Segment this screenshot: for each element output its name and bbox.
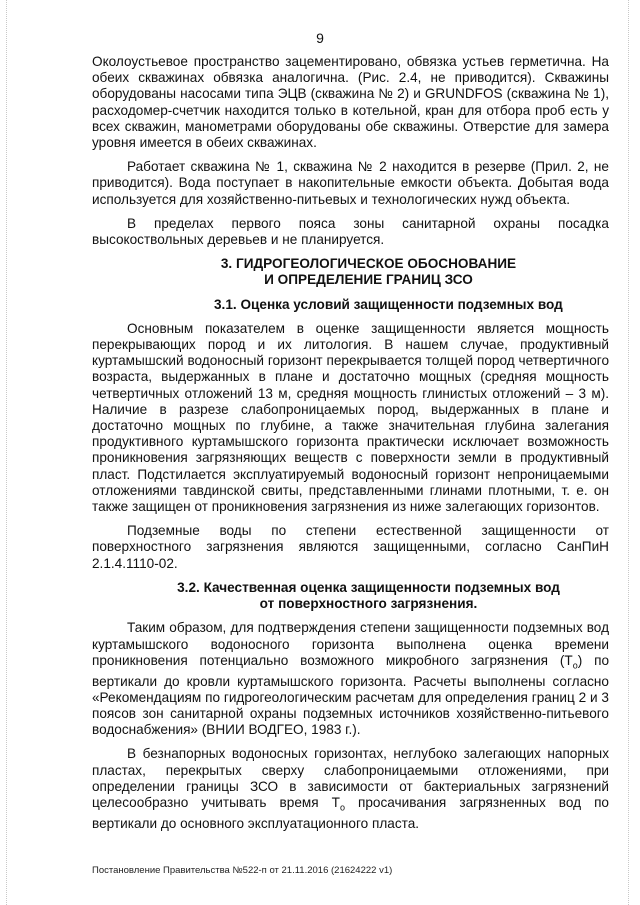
subscript-o: о [339, 802, 345, 813]
page-number: 9 [316, 30, 324, 46]
paragraph-penetration-time [92, 620, 609, 738]
footer-note: Постановление Правительства №522-п от 21.11.2016 (21624222 v1) [92, 865, 393, 876]
section-3-1-heading: 3.1. Оценка условий защищенности подземных вод [214, 296, 563, 312]
section-3-heading-line2: И ОПРЕДЕЛЕНИЕ ГРАНИЦ ЗСО [264, 272, 473, 288]
section-3-heading-line1: 3. ГИДРОГЕОЛОГИЧЕСКОЕ ОБОСНОВАНИЕ [220, 256, 517, 272]
paragraph-groundwater-protected: Подземные воды по степени естественной защищенности от поверхностного загрязнения являются защищенными, согласно СанПиН 2.1.4.1110-02. [92, 523, 609, 571]
document-body [92, 54, 609, 840]
paragraph-unconfined-aquifers-a: В безнапорных водоносных горизонтах, неглубоко залегающих напорных пластах, перекрытых сверху слабопроницаемыми отложениями, при определении границы ЗСО в зависимости от бактериальных загрязнений целесообразно учитывать время Т [92, 746, 609, 811]
paragraph-protection-indicator: Основным показателем в оценке защищенности является мощность перекрывающих пород и их литология. В нашем случае, продуктивный куртамышский водоносный горизонт перекрывается толщей пород четвертичного возраста, выдержанных в плане и достаточно мощных (средняя мощность четвертичных отложений 13 м, средняя мощность глинистых отложений – 3 м). Наличие в разрезе слабопроницаемых пород, выдержанных в плане и достаточно мощных по глубине, а также значительная глубина залегания продуктивного куртамышского горизонта практически исключает возможность проникновения загрязняющих веществ с поверхности земли в продуктивный пласт. Подстилается эксплуатируемый водоносный горизонт непроницаемыми отложениями тавдинской свиты, представленными глинами плотными, т. е. он также защищен от проникновения загрязнения из ниже залегающих горизонтов. [92, 320, 609, 515]
paragraph-penetration-time-a: Таким образом, для подтверждения степени защищенности подземных вод куртамышского водоносного горизонта выполнена оценка времени проникновения потенциально возможного микробного загрязнения (Т [92, 620, 609, 668]
paragraph-wells-operation: Работает скважина № 1, скважина № 2 находится в резерве (Прил. 2, не приводится). Вода поступает в накопительные емкости объекта. Добытая вода используется для хозяйственно-питьевых и технологических нужд объекта. [92, 159, 609, 207]
section-3-2-heading-line1: 3.2. Качественная оценка защищенности подземных вод [177, 579, 560, 595]
paragraph-first-belt: В пределах первого пояса зоны санитарной охраны посадка высокоствольных деревьев и не планируется. [92, 215, 609, 248]
subscript-o: о [572, 660, 578, 671]
section-3-heading [92, 256, 609, 288]
scan-edge-right [628, 0, 633, 905]
section-3-2-heading-line2: от поверхностного загрязнения. [259, 596, 478, 612]
paragraph-wells-equipment: Околоустьевое пространство зацементировано, обвязка устьев герметична. На обеих скважинах обвязка аналогична. (Рис. 2.4, не приводится). Скважины оборудованы насосами типа ЭЦВ (скважина № 2) и GRUNDFOS (скважина № 1), расходомер-счетчик находится только в котельной, кран для отбора проб есть у всех скважин, манометрами оборудованы обе скважины. Отверстие для замера уровня имеется в обеих скважинах. [92, 54, 609, 151]
paragraph-unconfined-aquifers-b: просачивания загрязненных вод по вертикали до основного эксплуатационного пласта. [92, 795, 609, 831]
paragraph-penetration-time-b: ) по вертикали до кровли куртамышского горизонта. Расчеты выполнены согласно «Рекомендациям по гидрогеологическим расчетам для определения границ 2 и 3 поясов зон санитарной охраны подземных источников хозяйственно-питьевого водоснабжения» (ВНИИ ВОДГЕО, 1983 г.). [92, 652, 610, 738]
scan-edge-left [6, 0, 11, 905]
paragraph-unconfined-aquifers [92, 746, 609, 832]
section-3-2-heading [92, 580, 609, 612]
